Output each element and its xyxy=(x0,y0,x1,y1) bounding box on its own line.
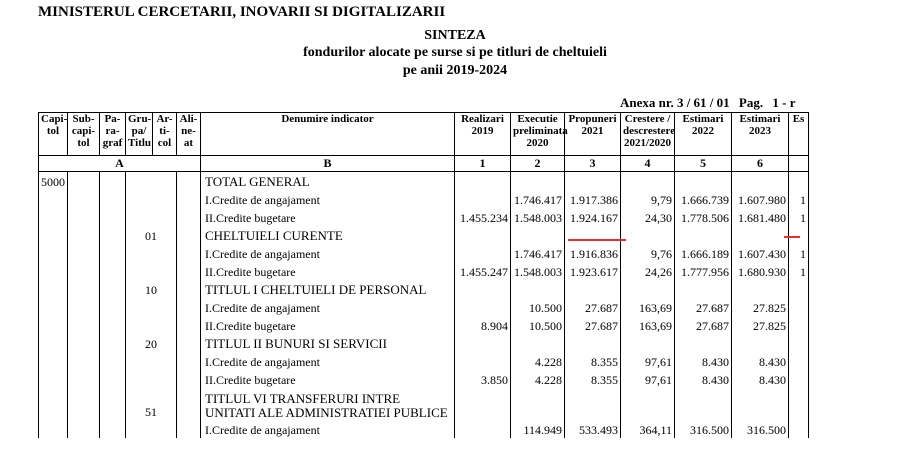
value-realizari-2019: 8.904 xyxy=(455,316,511,334)
value-estimari-2023 xyxy=(732,280,789,298)
indicator-name: II.Credite bugetare xyxy=(201,262,455,280)
subcapitol-cell xyxy=(68,352,100,370)
grupa-cell: 20 xyxy=(126,334,177,352)
grupa-cell xyxy=(126,352,177,370)
subcapitol-cell xyxy=(68,244,100,262)
colnum-2: 2 xyxy=(511,156,565,172)
value-estimari-2022 xyxy=(675,388,732,420)
value-propuneri-2021: 533.493 xyxy=(565,420,621,438)
value-crestere xyxy=(621,334,675,352)
value-executie-2020: 1.548.003 xyxy=(511,262,565,280)
value-estimari-cut xyxy=(789,172,809,191)
value-estimari-2023: 8.430 xyxy=(732,352,789,370)
header-propuneri-2021: Propuneri 2021 xyxy=(565,113,621,156)
indicator-name: I.Credite de angajament xyxy=(201,352,455,370)
value-estimari-2022 xyxy=(675,280,732,298)
header-grupa-titlu: Gru-pa/ Titlu xyxy=(126,113,153,156)
alineat-cell xyxy=(177,298,201,316)
value-realizari-2019 xyxy=(455,172,511,191)
value-crestere xyxy=(621,172,675,191)
indicator-name: II.Credite bugetare xyxy=(201,370,455,388)
value-propuneri-2021: 8.355 xyxy=(565,370,621,388)
value-estimari-cut: 1 xyxy=(789,190,809,208)
value-realizari-2019 xyxy=(455,298,511,316)
header-articol: Ar-ti-col xyxy=(153,113,177,156)
value-crestere: 364,11 xyxy=(621,420,675,438)
value-realizari-2019 xyxy=(455,280,511,298)
column-number-row xyxy=(39,156,809,172)
value-estimari-2023: 316.500 xyxy=(732,420,789,438)
header-estimari-2022: Estimari 2022 xyxy=(675,113,732,156)
value-crestere: 97,61 xyxy=(621,370,675,388)
subcapitol-cell xyxy=(68,208,100,226)
subcapitol-cell xyxy=(68,298,100,316)
value-estimari-cut xyxy=(789,334,809,352)
capitol-cell xyxy=(39,298,68,316)
table-header-row xyxy=(39,113,809,156)
table-row xyxy=(39,298,809,316)
indicator-name: I.Credite de angajament xyxy=(201,420,455,438)
table-row xyxy=(39,370,809,388)
table-row xyxy=(39,244,809,262)
paragraf-cell xyxy=(100,388,126,420)
indicator-name: II.Credite bugetare xyxy=(201,316,455,334)
grupa-cell xyxy=(126,316,177,334)
capitol-cell xyxy=(39,370,68,388)
value-estimari-cut xyxy=(789,280,809,298)
paragraf-cell xyxy=(100,352,126,370)
value-estimari-2023 xyxy=(732,172,789,191)
value-estimari-cut xyxy=(789,370,809,388)
grupa-cell xyxy=(126,172,177,191)
red-underline-edge xyxy=(784,236,800,238)
value-estimari-2023 xyxy=(732,226,789,244)
value-propuneri-2021 xyxy=(565,172,621,191)
indicator-name: CHELTUIELI CURENTE xyxy=(201,226,455,244)
value-estimari-2023: 1.607.980 xyxy=(732,190,789,208)
table-row xyxy=(39,388,809,420)
grupa-cell xyxy=(126,420,177,438)
table-row xyxy=(39,352,809,370)
alineat-cell xyxy=(177,226,201,244)
value-crestere xyxy=(621,388,675,420)
value-estimari-2022: 1.666.739 xyxy=(675,190,732,208)
value-estimari-cut: 1 xyxy=(789,262,809,280)
header-estimari-2023: Estimari 2023 xyxy=(732,113,789,156)
value-estimari-2023 xyxy=(732,334,789,352)
subcapitol-cell xyxy=(68,172,100,191)
value-realizari-2019 xyxy=(455,334,511,352)
capitol-cell xyxy=(39,334,68,352)
colnum-3: 3 xyxy=(565,156,621,172)
table-row xyxy=(39,334,809,352)
colnum-4: 4 xyxy=(621,156,675,172)
value-crestere xyxy=(621,226,675,244)
value-executie-2020: 10.500 xyxy=(511,298,565,316)
value-propuneri-2021: 1.924.167 xyxy=(565,208,621,226)
value-crestere xyxy=(621,280,675,298)
subcapitol-cell xyxy=(68,262,100,280)
capitol-cell xyxy=(39,280,68,298)
value-propuneri-2021: 8.355 xyxy=(565,352,621,370)
value-estimari-2022: 8.430 xyxy=(675,352,732,370)
value-executie-2020 xyxy=(511,334,565,352)
value-realizari-2019 xyxy=(455,244,511,262)
value-propuneri-2021: 27.687 xyxy=(565,298,621,316)
table-row xyxy=(39,226,809,244)
grupa-cell: 51 xyxy=(126,388,177,420)
value-executie-2020: 114.949 xyxy=(511,420,565,438)
capitol-cell xyxy=(39,352,68,370)
paragraf-cell xyxy=(100,190,126,208)
grupa-cell: 01 xyxy=(126,226,177,244)
value-realizari-2019 xyxy=(455,190,511,208)
alineat-cell xyxy=(177,388,201,420)
value-crestere: 163,69 xyxy=(621,316,675,334)
document-title: SINTEZA xyxy=(424,28,486,43)
value-executie-2020: 10.500 xyxy=(511,316,565,334)
page-label: Pag. xyxy=(738,95,764,110)
grupa-cell: 10 xyxy=(126,280,177,298)
value-executie-2020: 1.746.417 xyxy=(511,190,565,208)
alineat-cell xyxy=(177,280,201,298)
subcapitol-cell xyxy=(68,280,100,298)
value-estimari-2022 xyxy=(675,226,732,244)
indicator-name: II.Credite bugetare xyxy=(201,208,455,226)
annex-reference xyxy=(620,95,801,111)
paragraf-cell xyxy=(100,208,126,226)
annex-number: Anexa nr. 3 / 61 / 01 xyxy=(620,95,730,110)
value-realizari-2019: 3.850 xyxy=(455,370,511,388)
value-estimari-cut: 1 xyxy=(789,244,809,262)
paragraf-cell xyxy=(100,420,126,438)
subcapitol-cell xyxy=(68,370,100,388)
value-propuneri-2021: 1.923.617 xyxy=(565,262,621,280)
header-capitol: Capi-tol xyxy=(39,113,68,156)
colnum-a: A xyxy=(39,156,201,172)
alineat-cell xyxy=(177,190,201,208)
page-number: 1 - r xyxy=(772,95,796,110)
red-underline-proposal xyxy=(568,239,626,241)
colnum-5: 5 xyxy=(675,156,732,172)
value-estimari-2023: 27.825 xyxy=(732,298,789,316)
header-executie-2020: Executie preliminata 2020 xyxy=(511,113,565,156)
value-estimari-2023: 1.681.480 xyxy=(732,208,789,226)
value-propuneri-2021: 1.916.836 xyxy=(565,244,621,262)
colnum-6: 6 xyxy=(732,156,789,172)
header-denumire-indicator: Denumire indicator xyxy=(201,113,455,156)
value-estimari-2022: 316.500 xyxy=(675,420,732,438)
paragraf-cell xyxy=(100,262,126,280)
alineat-cell xyxy=(177,334,201,352)
header-alineat: Ali-ne-at xyxy=(177,113,201,156)
indicator-name: I.Credite de angajament xyxy=(201,244,455,262)
budget-table xyxy=(38,112,809,438)
value-estimari-2023 xyxy=(732,388,789,420)
header-paragraf: Pa-ra-graf xyxy=(100,113,126,156)
value-executie-2020 xyxy=(511,280,565,298)
header-crestere: Crestere / descrestere 2021/2020 xyxy=(621,113,675,156)
paragraf-cell xyxy=(100,334,126,352)
capitol-cell xyxy=(39,208,68,226)
value-propuneri-2021: 1.917.386 xyxy=(565,190,621,208)
value-estimari-2022: 27.687 xyxy=(675,298,732,316)
value-estimari-2023: 27.825 xyxy=(732,316,789,334)
value-estimari-cut xyxy=(789,298,809,316)
paragraf-cell xyxy=(100,226,126,244)
value-estimari-cut xyxy=(789,316,809,334)
value-crestere: 24,30 xyxy=(621,208,675,226)
value-executie-2020 xyxy=(511,172,565,191)
value-propuneri-2021: 27.687 xyxy=(565,316,621,334)
colnum-b: B xyxy=(201,156,455,172)
value-realizari-2019: 1.455.234 xyxy=(455,208,511,226)
value-estimari-2023: 1.607.430 xyxy=(732,244,789,262)
value-executie-2020 xyxy=(511,226,565,244)
indicator-name: TOTAL GENERAL xyxy=(201,172,455,191)
paragraf-cell xyxy=(100,316,126,334)
value-propuneri-2021 xyxy=(565,388,621,420)
table-row xyxy=(39,190,809,208)
grupa-cell xyxy=(126,208,177,226)
table-row xyxy=(39,420,809,438)
subcapitol-cell xyxy=(68,334,100,352)
value-realizari-2019 xyxy=(455,352,511,370)
alineat-cell xyxy=(177,244,201,262)
indicator-name: TITLUL VI TRANSFERURI INTRE UNITATI ALE ADMINISTRATIEI PUBLICE xyxy=(201,388,455,420)
table-row xyxy=(39,316,809,334)
value-executie-2020: 1.746.417 xyxy=(511,244,565,262)
subcapitol-cell xyxy=(68,388,100,420)
budget-table-viewport xyxy=(38,112,806,450)
value-crestere: 163,69 xyxy=(621,298,675,316)
table-row xyxy=(39,280,809,298)
value-executie-2020: 1.548.003 xyxy=(511,208,565,226)
alineat-cell xyxy=(177,420,201,438)
alineat-cell xyxy=(177,172,201,191)
value-estimari-2022 xyxy=(675,172,732,191)
value-crestere: 97,61 xyxy=(621,352,675,370)
header-estimari-cut: Es xyxy=(789,113,809,156)
alineat-cell xyxy=(177,316,201,334)
capitol-cell xyxy=(39,316,68,334)
grupa-cell xyxy=(126,244,177,262)
value-estimari-2022: 1.778.506 xyxy=(675,208,732,226)
value-estimari-cut xyxy=(789,388,809,420)
colnum-1: 1 xyxy=(455,156,511,172)
paragraf-cell xyxy=(100,280,126,298)
value-propuneri-2021 xyxy=(565,226,621,244)
table-row xyxy=(39,262,809,280)
subcapitol-cell xyxy=(68,316,100,334)
value-propuneri-2021 xyxy=(565,334,621,352)
grupa-cell xyxy=(126,190,177,208)
grupa-cell xyxy=(126,262,177,280)
header-realizari-2019: Realizari 2019 xyxy=(455,113,511,156)
indicator-name: TITLUL I CHELTUIELI DE PERSONAL xyxy=(201,280,455,298)
table-row xyxy=(39,208,809,226)
capitol-cell xyxy=(39,226,68,244)
value-estimari-cut: 1 xyxy=(789,208,809,226)
value-crestere: 9,79 xyxy=(621,190,675,208)
document-period: pe anii 2019-2024 xyxy=(402,63,508,78)
value-estimari-cut xyxy=(789,226,809,244)
value-realizari-2019 xyxy=(455,388,511,420)
value-executie-2020 xyxy=(511,388,565,420)
value-realizari-2019 xyxy=(455,226,511,244)
value-propuneri-2021 xyxy=(565,280,621,298)
value-estimari-2022: 8.430 xyxy=(675,370,732,388)
value-estimari-2022: 1.666.189 xyxy=(675,244,732,262)
value-realizari-2019 xyxy=(455,420,511,438)
colnum-cut xyxy=(789,156,809,172)
indicator-name: I.Credite de angajament xyxy=(201,298,455,316)
header-subcapitol: Sub-capi-tol xyxy=(68,113,100,156)
capitol-cell xyxy=(39,262,68,280)
value-estimari-cut xyxy=(789,420,809,438)
alineat-cell xyxy=(177,370,201,388)
value-crestere: 24,26 xyxy=(621,262,675,280)
capitol-cell xyxy=(39,420,68,438)
value-executie-2020: 4.228 xyxy=(511,370,565,388)
value-estimari-2022 xyxy=(675,334,732,352)
paragraf-cell xyxy=(100,172,126,191)
capitol-cell xyxy=(39,190,68,208)
paragraf-cell xyxy=(100,370,126,388)
value-estimari-2023: 1.680.930 xyxy=(732,262,789,280)
indicator-name: TITLUL II BUNURI SI SERVICII xyxy=(201,334,455,352)
document-subtitle: fondurilor alocate pe surse si pe titluri de cheltuieli xyxy=(303,45,607,60)
grupa-cell xyxy=(126,298,177,316)
value-realizari-2019: 1.455.247 xyxy=(455,262,511,280)
alineat-cell xyxy=(177,262,201,280)
capitol-cell xyxy=(39,244,68,262)
value-estimari-2022: 1.777.956 xyxy=(675,262,732,280)
alineat-cell xyxy=(177,208,201,226)
value-estimari-cut xyxy=(789,352,809,370)
capitol-cell: 5000 xyxy=(39,172,68,191)
subcapitol-cell xyxy=(68,420,100,438)
subcapitol-cell xyxy=(68,226,100,244)
paragraf-cell xyxy=(100,298,126,316)
capitol-cell xyxy=(39,388,68,420)
paragraf-cell xyxy=(100,244,126,262)
subcapitol-cell xyxy=(68,190,100,208)
grupa-cell xyxy=(126,370,177,388)
alineat-cell xyxy=(177,352,201,370)
ministry-name: MINISTERUL CERCETARII, INOVARII SI DIGITALIZARII xyxy=(38,4,446,20)
value-crestere: 9,76 xyxy=(621,244,675,262)
value-executie-2020: 4.228 xyxy=(511,352,565,370)
value-estimari-2022: 27.687 xyxy=(675,316,732,334)
value-estimari-2023: 8.430 xyxy=(732,370,789,388)
table-row xyxy=(39,172,809,191)
indicator-name: I.Credite de angajament xyxy=(201,190,455,208)
